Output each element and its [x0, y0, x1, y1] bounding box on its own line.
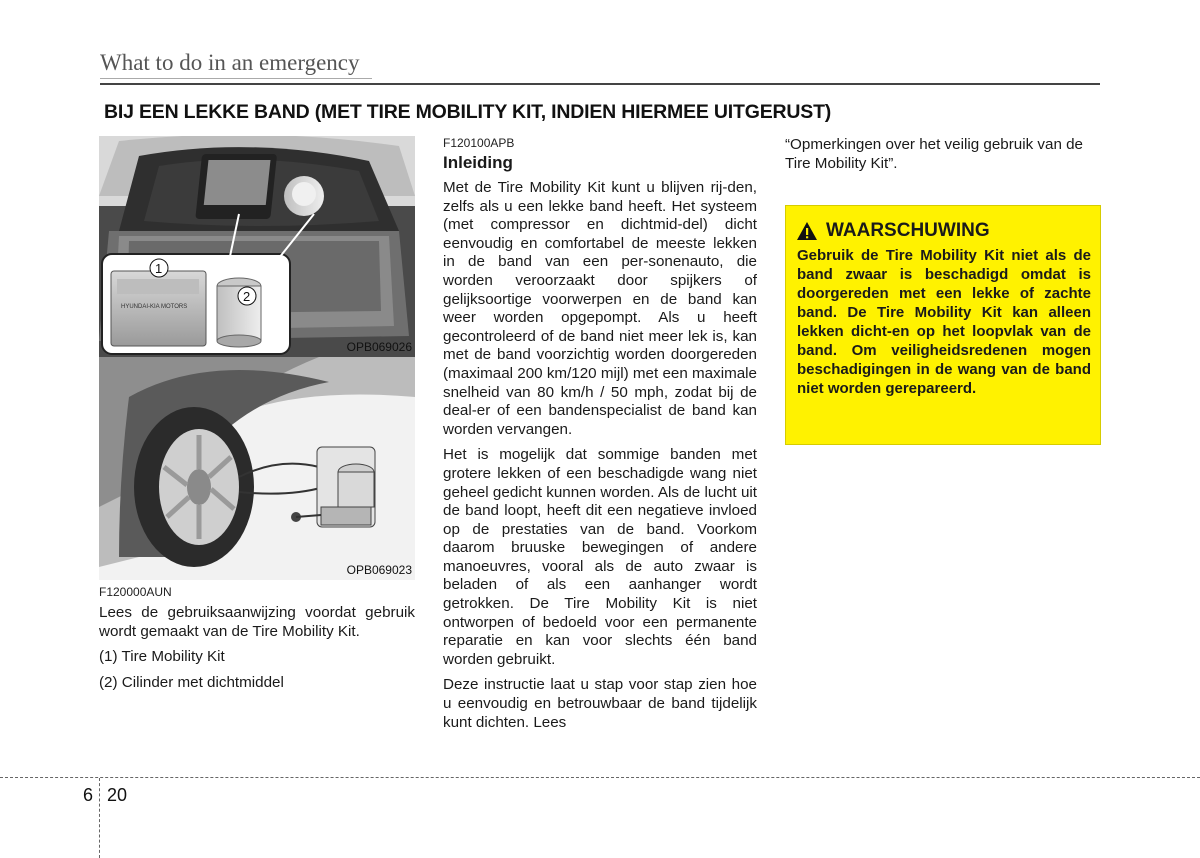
column1-code: F120000AUN — [99, 585, 172, 599]
figure-wheel-compressor — [99, 357, 415, 580]
column2-paragraph-1: Met de Tire Mobility Kit kunt u blijven rij-den, zelfs als u een lekke band heeft. Het systeem (met compressor en dichtmid-del) dicht eenvoudig en comfortabel de meeste lekken in de band van een per-sonenauto, die worden veroorzaakt door spijkers of gelijksoortige voorwerpen en de band kan weer worden opgepompt. Als u heeft gecontroleerd of de band niet meer lek is, kan met de band voorzichtig worden doorgereden (maximaal 200 km/120 mijl) met een maximale snelheid van 80 km/h / 50 mph, zodat bij de deal-er of een bandenspecialist de band kan worden vervangen. — [443, 179, 757, 438]
wheel-compressor-illustration — [99, 357, 415, 580]
footer-rule — [0, 777, 1200, 778]
chapter-number: 6 — [83, 785, 94, 805]
list-item-1: (1) Tire Mobility Kit — [99, 648, 225, 666]
column3-paragraph: “Opmerkingen over het veilig gebruik van de Tire Mobility Kit”. — [785, 136, 1084, 172]
chapter-title: What to do in an emergency — [100, 50, 360, 75]
footer-vertical-rule — [99, 778, 100, 858]
callout-1: 1 — [155, 261, 163, 276]
warning-text: Gebruik de Tire Mobility Kit niet als de band zwaar is beschadigd omdat is doorgereden met een lekke of zachte band. De Tire Mobility Kit kan alleen lekken dicht-en op het loopvlak van de band. Om veiligheidsredenen mogen beschadigingen in de wang van de band niet worden gerepareerd. — [797, 247, 1091, 397]
kit-brand-text: HYUNDAI-KIA MOTORS — [121, 304, 188, 310]
warning-title: WAARSCHUWING — [826, 220, 990, 241]
subheading-inleiding: Inleiding — [443, 153, 513, 172]
column2-paragraph-2: Het is mogelijk dat sommige banden met grotere lekken of een beschadigde wang niet geheel gedicht kunnen worden. Als de lucht uit de band loopt, heeft dit een negatieve invloed op de prestaties van de band. Voorkom daarom bruuske bewegingen of andere manoeuvres, vooral als de auto zwaar is beladen of als een aanhanger wordt getrokken. De Tire Mobility Kit is niet ontworpen of bedoeld voor een permanente reparatie en kan voor slechts één band worden gebruikt. — [443, 446, 757, 668]
column1-paragraph: Lees de gebruiksaanwijzing voordat gebruik wordt gemaakt van de Tire Mobility Kit. — [99, 604, 415, 640]
header-underline — [100, 78, 372, 79]
warning-box — [785, 205, 1101, 445]
header-rule — [100, 83, 1100, 85]
column2-code: F120100APB — [443, 136, 515, 150]
callout-2: 2 — [243, 289, 251, 304]
warning-triangle-icon — [796, 221, 818, 241]
figure-trunk-kit — [99, 136, 415, 357]
column-2 — [443, 136, 757, 739]
list-item-2: (2) Cilinder met dichtmiddel — [99, 673, 284, 691]
page-number: 20 — [107, 785, 128, 805]
figure-code-top: OPB069026 — [346, 340, 412, 354]
figure-code-bottom: OPB069023 — [346, 563, 412, 577]
column2-paragraph-3: Deze instructie laat u stap voor stap zien hoe u eenvoudig en betrouwbaar de band tijdelijk kunt dichten. Lees — [443, 676, 757, 731]
warning-header — [796, 220, 990, 242]
column-1 — [99, 585, 415, 699]
trunk-kit-illustration — [99, 136, 415, 357]
column-3 — [785, 136, 1101, 180]
section-heading: BIJ EEN LEKKE BAND (MET TIRE MOBILITY KIT, INDIEN HIERMEE UITGERUST) — [104, 101, 832, 123]
